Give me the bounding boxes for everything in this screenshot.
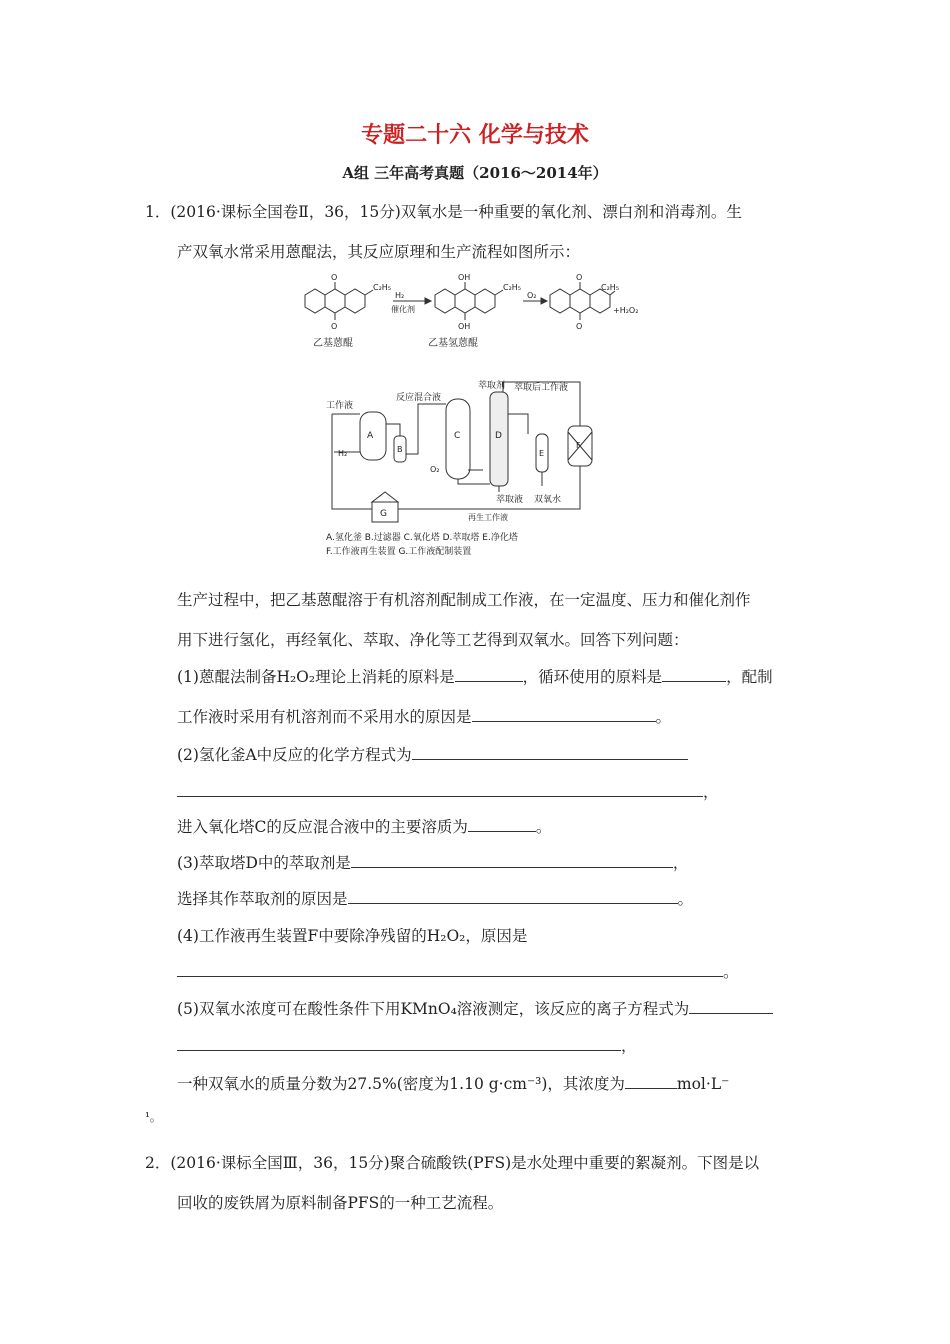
sub5-text-a: (5)双氧水浓度可在酸性条件下用KMnO₄溶液测定，该反应的离子方程式为 xyxy=(177,1000,690,1018)
mixed-liquid-label: 反应混合液 xyxy=(396,393,442,403)
o-bottom-1: O xyxy=(331,322,338,331)
sub3-text-a: (3)萃取塔D中的萃取剂是 xyxy=(177,854,351,872)
extractant-top-label: 萃取剂 xyxy=(478,381,506,391)
sub2-text-a: (2)氢化釜A中反应的化学方程式为 xyxy=(177,746,412,764)
answer-blank-2[interactable] xyxy=(662,667,726,682)
o-bottom-3: O xyxy=(576,322,583,331)
sub5-text-c: 一种双氧水的质量分数为27.5%(密度为1.10 g·cm⁻³)，其浓度为 xyxy=(177,1075,625,1093)
q1-sub3-line1 xyxy=(177,851,688,873)
answer-blank-9[interactable] xyxy=(177,962,723,977)
q1-sub1-line1 xyxy=(177,665,773,687)
legend-line2: F.工作液再生装置 G.工作液配制装置 xyxy=(326,547,472,557)
ethyl-2: C₂H₅ xyxy=(503,283,522,292)
page-title: 专题二十六 化学与技术 xyxy=(361,123,589,148)
q1-line1: 1．(2016·课标全国卷Ⅱ，36，15分)双氧水是一种重要的氧化剂、漂白剂和消毒剂。生 xyxy=(145,203,742,221)
q1-sub1-line2 xyxy=(177,705,671,727)
sub1-text-e: 。 xyxy=(655,708,672,726)
regen-liquid-label: 再生工作液 xyxy=(468,513,508,522)
q1-sub4-line1: (4)工作液再生装置F中要除净残留的H₂O₂，原因是 xyxy=(177,927,528,945)
ethylanthraquinone-label: 乙基蒽醌 xyxy=(313,338,353,349)
o-top-3: O xyxy=(576,273,583,282)
unit-c: C xyxy=(454,431,461,441)
sub5-text-d: mol·L⁻ xyxy=(676,1075,730,1093)
sub3-text-d: 。 xyxy=(677,890,694,908)
peroxide-label: 双氧水 xyxy=(534,495,562,505)
o2-label: O₂ xyxy=(527,291,537,300)
sub1-text-d: 工作液时采用有机溶剂而不采用水的原因是 xyxy=(177,708,472,726)
unit-e: E xyxy=(539,449,545,458)
sub2-text-b: ， xyxy=(703,783,719,801)
unit-b: B xyxy=(397,445,403,454)
ethyl-1: C₂H₅ xyxy=(373,283,392,292)
sub3-text-b: ， xyxy=(672,854,689,872)
answer-blank-11[interactable] xyxy=(177,1036,621,1051)
ethylhydroanthraquinone-label: 乙基氢蒽醌 xyxy=(428,338,478,349)
o-top-1: O xyxy=(331,273,338,282)
sub4-text-b: 。 xyxy=(723,963,739,981)
h2-label: H₂ xyxy=(395,291,405,300)
answer-blank-10[interactable] xyxy=(689,999,773,1014)
answer-blank-12[interactable] xyxy=(625,1074,677,1089)
answer-blank-8[interactable] xyxy=(348,889,678,904)
sub2-text-c: 进入氧化塔C的反应混合液中的主要溶质为 xyxy=(177,818,468,836)
oh-top: OH xyxy=(458,273,471,282)
sub2-text-d: 。 xyxy=(535,818,552,836)
anthraquinone-reaction-diagram xyxy=(295,270,655,352)
unit-d: D xyxy=(495,431,502,441)
q2-line1: 2．(2016·课标全国Ⅲ，36，15分)聚合硫酸铁(PFS)是水处理中重要的絮凝剂。下图是以 xyxy=(145,1154,760,1172)
unit-a: A xyxy=(367,431,374,441)
q1-line2: 产双氧水常采用蒽醌法，其反应原理和生产流程如图所示： xyxy=(177,243,581,261)
q1-sub5-line1 xyxy=(177,997,773,1019)
oh-bottom: OH xyxy=(458,322,471,331)
q1-sub5-line3 xyxy=(177,1072,729,1094)
q1-sub2-line2 xyxy=(177,780,719,802)
answer-blank-5[interactable] xyxy=(177,782,703,797)
catalyst-label: 催化剂 xyxy=(391,305,415,314)
answer-blank-3[interactable] xyxy=(472,707,656,722)
legend-line1: A.氢化釜 B.过滤器 C.氧化塔 D.萃取塔 E.净化塔 xyxy=(326,533,518,543)
q1-sub2-line3 xyxy=(177,815,551,837)
answer-blank-7[interactable] xyxy=(351,853,673,868)
unit-f: F xyxy=(576,441,581,450)
process-flow-diagram xyxy=(318,374,618,562)
answer-blank-6[interactable] xyxy=(468,817,536,832)
sub3-text-c: 选择其作萃取剂的原因是 xyxy=(177,890,348,908)
sub5-text-b: ， xyxy=(621,1037,637,1055)
q1-paragraph2: 用下进行氢化，再经氧化、萃取、净化等工艺得到双氧水。回答下列问题： xyxy=(177,631,689,649)
o2-inlet-label: O₂ xyxy=(430,465,440,474)
q1-sub2-line1 xyxy=(177,743,688,765)
sub1-text-b: ，循环使用的原料是 xyxy=(522,668,663,686)
ethyl-3: C₂H₅ xyxy=(601,283,620,292)
q1-sub5-line2 xyxy=(177,1034,637,1056)
q2-line2: 回收的废铁屑为原料制备PFS的一种工艺流程。 xyxy=(177,1194,504,1212)
h2o2-product: +H₂O₂ xyxy=(613,306,639,315)
h2-inlet-label: H₂ xyxy=(338,449,348,458)
section-subtitle: A组 三年高考真题（2016～2014年） xyxy=(342,164,608,182)
answer-blank-1[interactable] xyxy=(455,667,523,682)
q1-sub3-line2 xyxy=(177,887,693,909)
q1-sub4-line2 xyxy=(177,960,739,982)
sub1-text-a: (1)蒽醌法制备H₂O₂理论上消耗的原料是 xyxy=(177,668,455,686)
answer-blank-4[interactable] xyxy=(412,745,688,760)
q1-sub5-line4: ¹。 xyxy=(145,1110,162,1124)
work-liquid-label: 工作液 xyxy=(326,401,354,411)
extract-liquid-label: 萃取液 xyxy=(496,495,524,505)
q1-paragraph1: 生产过程中，把乙基蒽醌溶于有机溶剂配制成工作液，在一定温度、压力和催化剂作 xyxy=(177,591,751,609)
after-extract-label: 萃取后工作液 xyxy=(514,383,569,393)
sub1-text-c: ，配制 xyxy=(726,668,773,686)
unit-g: G xyxy=(380,509,387,519)
